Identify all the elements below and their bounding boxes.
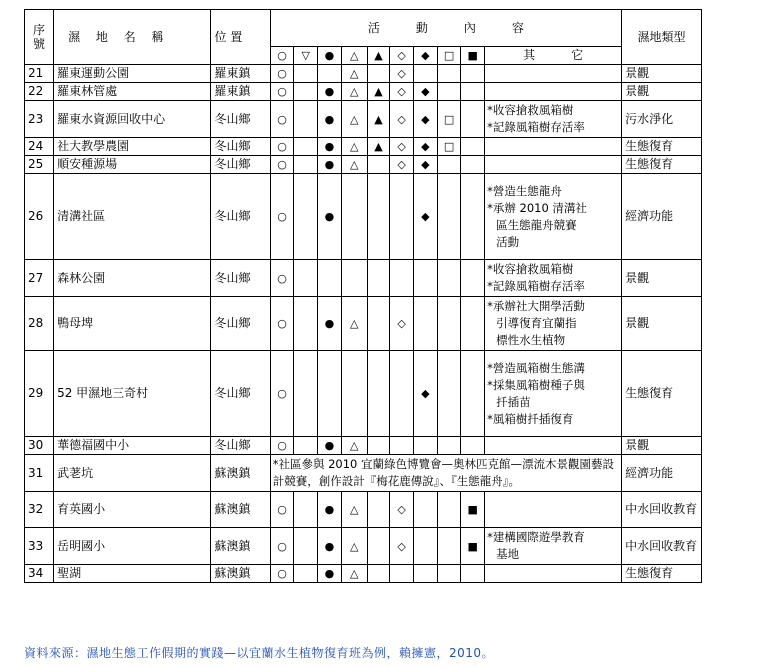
activity-mark [414, 492, 438, 528]
activity-mark: ● [318, 565, 342, 583]
other-activities [485, 437, 622, 455]
symbol-header-cell: ▽ [294, 47, 318, 65]
location: 冬山鄉 [211, 138, 270, 156]
other-line: *營造風箱樹生態溝 [487, 360, 585, 375]
activity-mark: ● [318, 297, 342, 351]
table-row [25, 492, 702, 528]
row-index: 23 [25, 101, 54, 138]
row-index: 28 [25, 297, 54, 351]
symbol-header-cell: ▲ [367, 47, 390, 65]
wetland-type: 生態復育 [622, 138, 702, 156]
activity-mark [318, 351, 342, 437]
activity-mark [294, 437, 318, 455]
activity-mark [318, 260, 342, 297]
activity-mark: ▲ [367, 138, 390, 156]
activity-mark: △ [341, 65, 367, 83]
activity-mark [294, 65, 318, 83]
wetland-name: 羅東林管處 [54, 83, 211, 101]
table-row [25, 297, 702, 351]
symbol-header-cell: ◆ [414, 47, 438, 65]
activity-mark [437, 65, 461, 83]
symbol-header-cell: ■ [461, 47, 485, 65]
header-row [25, 10, 702, 47]
activity-mark [437, 297, 461, 351]
other-line: *承辦 2010 清溝社 [487, 200, 587, 215]
activity-mark [294, 260, 318, 297]
other-line: *記錄風箱樹存活率 [487, 279, 585, 293]
row-index: 22 [25, 83, 54, 101]
table-row [25, 174, 702, 260]
wetland-name: 清溝社區 [54, 174, 211, 260]
activity-mark: ○ [270, 138, 294, 156]
table-header [25, 10, 702, 65]
location: 冬山鄉 [211, 437, 270, 455]
activity-mark [461, 437, 485, 455]
other-line: 扦插苗 [496, 394, 531, 409]
other-line: *風箱樹扦插復育 [487, 411, 574, 426]
activity-mark: ○ [270, 437, 294, 455]
activity-mark: ● [318, 528, 342, 565]
row-index: 33 [25, 528, 54, 565]
other-line: *營造生態龍舟 [487, 183, 562, 198]
wetland-name: 羅東運動公園 [54, 65, 211, 83]
activity-mark [461, 174, 485, 260]
wetland-type: 污水淨化 [622, 101, 702, 138]
other-activities [485, 565, 622, 583]
row-index: 25 [25, 156, 54, 174]
wetland-type: 景觀 [622, 83, 702, 101]
row-index: 30 [25, 437, 54, 455]
table-row [25, 65, 702, 83]
location: 冬山鄉 [211, 101, 270, 138]
activity-mark: △ [341, 528, 367, 565]
table-row [25, 528, 702, 565]
activity-mark [461, 101, 485, 138]
other-line: 引導復育宜蘭指 [496, 316, 577, 330]
activity-mark [294, 156, 318, 174]
activity-mark [414, 437, 438, 455]
header-location: 位 置 [211, 10, 270, 65]
activity-mark: ◇ [390, 156, 414, 174]
wetland-name: 岳明國小 [54, 528, 211, 565]
wetland-table-container [24, 9, 702, 583]
activity-mark: ○ [270, 492, 294, 528]
activity-mark: ● [318, 156, 342, 174]
other-line: *承辦社大開學活動 [487, 299, 585, 313]
row-index: 21 [25, 65, 54, 83]
wetland-name: 武荖坑 [54, 455, 211, 492]
activity-mark [367, 528, 390, 565]
activity-mark [461, 156, 485, 174]
location: 冬山鄉 [211, 297, 270, 351]
wetland-type: 經濟功能 [622, 455, 702, 492]
symbol-header-cell: □ [437, 47, 461, 65]
table-row [25, 83, 702, 101]
row-index: 27 [25, 260, 54, 297]
activity-mark: ○ [270, 297, 294, 351]
activity-mark [437, 351, 461, 437]
activity-mark: ▲ [367, 83, 390, 101]
symbol-header-cell: ○ [270, 47, 294, 65]
location: 蘇澳鎮 [211, 565, 270, 583]
activity-mark: ◆ [414, 174, 438, 260]
other-line: 活動 [496, 234, 520, 249]
activity-mark: ○ [270, 83, 294, 101]
location: 冬山鄉 [211, 260, 270, 297]
activity-mark: ▲ [367, 101, 390, 138]
activity-mark [294, 174, 318, 260]
activity-mark: ○ [270, 156, 294, 174]
other-activities [485, 65, 622, 83]
table-body [25, 65, 702, 583]
activity-mark: ◇ [390, 492, 414, 528]
activity-mark: ○ [270, 528, 294, 565]
activity-mark [367, 156, 390, 174]
activity-mark [437, 156, 461, 174]
wetland-name: 森林公園 [54, 260, 211, 297]
other-line: *建構國際遊學教育 [487, 530, 585, 544]
header-type: 濕地類型 [622, 10, 702, 65]
activity-mark [367, 437, 390, 455]
activity-mark: ◆ [414, 138, 438, 156]
other-activities [485, 156, 622, 174]
activity-mark: △ [341, 138, 367, 156]
activity-mark: ○ [270, 351, 294, 437]
wetland-type: 經濟功能 [622, 174, 702, 260]
activity-mark [390, 437, 414, 455]
activity-mark [414, 65, 438, 83]
activity-mark [294, 297, 318, 351]
activity-mark: □ [437, 101, 461, 138]
activity-mark [341, 174, 367, 260]
header-index: 序號 [25, 10, 54, 65]
activity-mark [437, 565, 461, 583]
activity-mark: △ [341, 156, 367, 174]
location: 冬山鄉 [211, 156, 270, 174]
activity-mark [367, 351, 390, 437]
other-line: *採集風箱樹種子與 [487, 377, 585, 392]
activity-mark: ○ [270, 565, 294, 583]
other-line: 基地 [496, 547, 520, 561]
wetland-type: 景觀 [622, 260, 702, 297]
activity-mark: ● [318, 83, 342, 101]
activity-mark: ◇ [390, 138, 414, 156]
activity-mark: ○ [270, 174, 294, 260]
activity-mark [390, 260, 414, 297]
activity-mark: ◆ [414, 83, 438, 101]
table-row [25, 565, 702, 583]
row-index: 29 [25, 351, 54, 437]
wetland-type: 中水回收教育 [622, 492, 702, 528]
activity-mark [437, 492, 461, 528]
symbol-header-cell: ◇ [390, 47, 414, 65]
table-row [25, 138, 702, 156]
activity-mark: □ [437, 138, 461, 156]
activity-mark: ◆ [414, 156, 438, 174]
source-citation: 資料來源：濕地生態工作假期的實踐—以宜蘭水生植物復育班為例，賴擁憲，2010。 [24, 646, 495, 660]
activity-mark: △ [341, 83, 367, 101]
row-index: 26 [25, 174, 54, 260]
wetland-type: 生態復育 [622, 565, 702, 583]
activity-mark: ◇ [390, 528, 414, 565]
other-activities [485, 351, 622, 437]
other-line: *收容搶救風箱樹 [487, 262, 574, 276]
activity-mark [294, 528, 318, 565]
activity-mark [390, 565, 414, 583]
activity-mark: ◇ [390, 65, 414, 83]
location: 羅東鎮 [211, 65, 270, 83]
activity-mark [414, 528, 438, 565]
row-index: 34 [25, 565, 54, 583]
activity-mark [367, 297, 390, 351]
other-line: 標性水生植物 [496, 333, 566, 347]
activity-mark: ● [318, 174, 342, 260]
activity-mark [414, 297, 438, 351]
activity-mark [341, 260, 367, 297]
other-line: *收容搶救風箱樹 [487, 103, 574, 117]
wetland-name: 羅東水資源回收中心 [54, 101, 211, 138]
activity-mark: ○ [270, 260, 294, 297]
location: 冬山鄉 [211, 174, 270, 260]
activity-mark: ● [318, 492, 342, 528]
activity-mark [461, 565, 485, 583]
activity-mark [294, 101, 318, 138]
activity-mark [294, 138, 318, 156]
activity-mark [437, 83, 461, 101]
wetland-type: 景觀 [622, 297, 702, 351]
activity-mark [390, 351, 414, 437]
other-activities [485, 492, 622, 528]
activity-mark: ● [318, 437, 342, 455]
other-activities [485, 528, 622, 565]
location: 蘇澳鎮 [211, 455, 270, 492]
row-index: 31 [25, 455, 54, 492]
activity-mark [341, 351, 367, 437]
activity-mark: △ [341, 437, 367, 455]
wetland-name: 華德福國中小 [54, 437, 211, 455]
activity-mark [437, 260, 461, 297]
other-activities [485, 174, 622, 260]
activity-mark: △ [341, 565, 367, 583]
activity-mark [461, 138, 485, 156]
symbol-header-cell: △ [341, 47, 367, 65]
wetland-type: 生態復育 [622, 351, 702, 437]
activity-mark: ● [318, 138, 342, 156]
activity-mark: ◇ [390, 101, 414, 138]
wetland-type: 景觀 [622, 437, 702, 455]
activity-mark [414, 565, 438, 583]
activity-mark [367, 65, 390, 83]
activity-mark [461, 260, 485, 297]
symbol-header-cell: ● [318, 47, 342, 65]
other-activities [485, 138, 622, 156]
activity-mark [367, 260, 390, 297]
wetland-type: 景觀 [622, 65, 702, 83]
activity-mark: ◆ [414, 101, 438, 138]
other-activities [485, 101, 622, 138]
table-row [25, 437, 702, 455]
activity-mark [294, 351, 318, 437]
activity-mark [390, 174, 414, 260]
activity-mark: △ [341, 101, 367, 138]
other-line: *記錄風箱樹存活率 [487, 120, 585, 134]
table-row [25, 260, 702, 297]
activity-mark [461, 351, 485, 437]
activity-mark [437, 174, 461, 260]
activity-mark: △ [341, 297, 367, 351]
wetland-type: 生態復育 [622, 156, 702, 174]
wetland-name: 聖湖 [54, 565, 211, 583]
activity-mark [294, 83, 318, 101]
other-activities [485, 260, 622, 297]
activity-mark [437, 437, 461, 455]
activity-mark [461, 65, 485, 83]
activity-mark [294, 565, 318, 583]
wetland-name: 52 甲濕地三奇村 [54, 351, 211, 437]
other-activities [485, 297, 622, 351]
location: 羅東鎮 [211, 83, 270, 101]
wetland-name: 育英國小 [54, 492, 211, 528]
wetland-type: 中水回收教育 [622, 528, 702, 565]
wetland-name: 社大教學農園 [54, 138, 211, 156]
activity-mark: ◆ [414, 351, 438, 437]
activity-mark [461, 297, 485, 351]
other-activities [485, 83, 622, 101]
location: 蘇澳鎮 [211, 492, 270, 528]
activity-mark: ○ [270, 101, 294, 138]
table-row [25, 156, 702, 174]
activity-note: *社區參與 2010 宜蘭綠色博覽會—奧林匹克館—漂流木景觀園藝設計競賽，創作設計『梅花鹿傳說』、『生態龍舟』。 [270, 455, 621, 492]
activity-mark [437, 528, 461, 565]
table-row [25, 351, 702, 437]
activity-mark: △ [341, 492, 367, 528]
header-activities: 活 動 內 容 [270, 10, 621, 47]
other-header: 其 它 [485, 47, 622, 65]
activity-mark [367, 174, 390, 260]
wetland-activity-table [24, 9, 702, 583]
activity-mark: ◇ [390, 297, 414, 351]
activity-mark [414, 260, 438, 297]
row-index: 32 [25, 492, 54, 528]
activity-mark: ■ [461, 528, 485, 565]
wetland-name: 鴨母埤 [54, 297, 211, 351]
activity-mark [318, 65, 342, 83]
wetland-name: 順安種源場 [54, 156, 211, 174]
activity-mark [367, 565, 390, 583]
row-index: 24 [25, 138, 54, 156]
activity-mark [294, 492, 318, 528]
activity-mark: ■ [461, 492, 485, 528]
location: 蘇澳鎮 [211, 528, 270, 565]
table-row [25, 101, 702, 138]
location: 冬山鄉 [211, 351, 270, 437]
header-name: 濕 地 名 稱 [54, 10, 211, 65]
table-row [25, 455, 702, 492]
activity-mark: ◇ [390, 83, 414, 101]
activity-mark: ○ [270, 65, 294, 83]
activity-mark [367, 492, 390, 528]
activity-mark: ● [318, 101, 342, 138]
other-line: 區生態龍舟競賽 [496, 217, 577, 232]
activity-mark [461, 83, 485, 101]
